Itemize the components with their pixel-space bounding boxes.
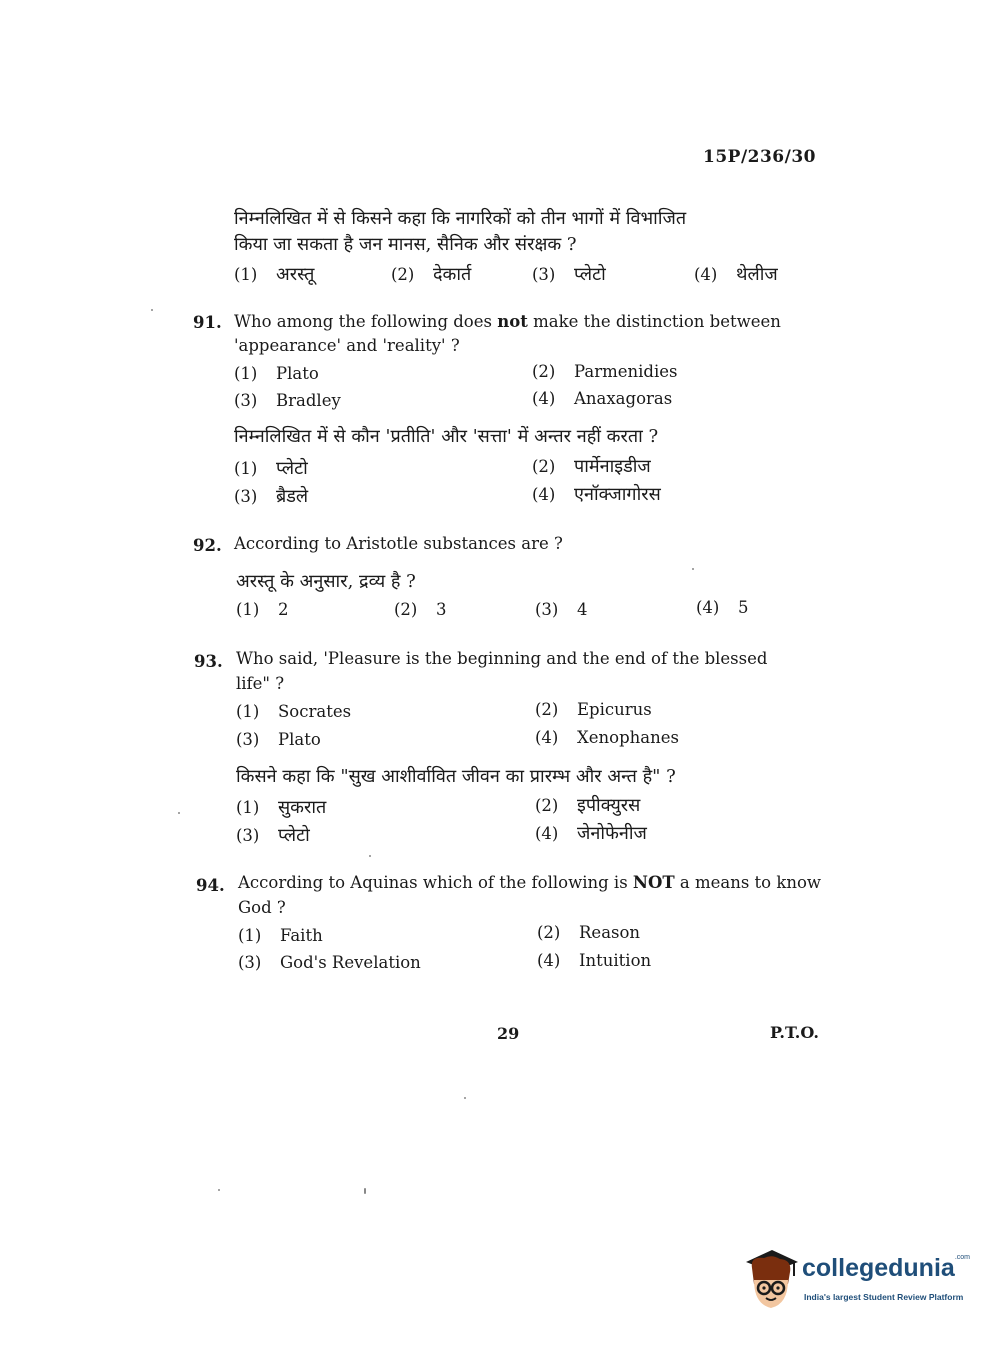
q93-question-line1: Who said, 'Pleasure is the beginning and the end of the blessed <box>236 649 768 668</box>
q94-option-2: (2) Reason <box>537 923 641 942</box>
scan-speck <box>218 1189 220 1191</box>
q92-question: According to Aristotle substances are ? <box>234 534 563 553</box>
scan-speck <box>464 1097 466 1099</box>
q92-option-3: (3) 4 <box>535 600 588 619</box>
paper-code: 15P/236/30 <box>703 147 817 167</box>
q92-question-hindi: अरस्तू के अनुसार, द्रव्य है ? <box>236 571 416 592</box>
pto-label: P.T.O. <box>770 1023 819 1042</box>
q93-option-2: (2) Epicurus <box>535 700 652 719</box>
q90-option-1: (1) अरस्तू <box>234 264 315 285</box>
q93-question-line2: life" ? <box>236 674 285 693</box>
q93-option-1: (1) Socrates <box>236 702 352 721</box>
collegedunia-wordmark: collegedunia$^{.com}$ <box>802 1254 970 1282</box>
q91-hindi-option-1: (1) प्लेटो <box>234 458 308 479</box>
q93-option-3: (3) Plato <box>236 730 321 749</box>
q94-number: 94. <box>196 876 225 895</box>
q94-option-1: (1) Faith <box>238 926 323 945</box>
q91-hindi-option-4: (4) एनॉक्जागोरस <box>532 484 661 505</box>
q92-option-2: (2) 3 <box>394 600 447 619</box>
scan-speck <box>151 309 153 311</box>
q93-hindi-option-4: (4) जेनोफेनीज <box>535 823 647 844</box>
q93-question-hindi: किसने कहा कि "सुख आशीर्वावित जीवन का प्रारम्भ और अन्त है" ? <box>236 766 676 787</box>
q91-question-line2: 'appearance' and 'reality' ? <box>234 336 460 355</box>
q93-hindi-option-1: (1) सुकरात <box>236 797 327 818</box>
q90-option-2: (2) देकार्त <box>391 264 472 285</box>
q91-question-line1: Who among the following does not make the distinction between <box>234 312 781 331</box>
q93-option-4: (4) Xenophanes <box>535 728 679 747</box>
q92-option-4: (4) 5 <box>696 598 749 617</box>
scan-speck <box>364 1188 366 1194</box>
q90-option-3: (3) प्लेटो <box>532 264 606 285</box>
page-number: 29 <box>497 1024 520 1043</box>
q93-number: 93. <box>194 652 223 671</box>
q91-option-2: (2) Parmenidies <box>532 362 678 381</box>
scan-speck <box>692 568 694 570</box>
q94-question-line2: God ? <box>238 898 286 917</box>
q92-option-1: (1) 2 <box>236 600 289 619</box>
q91-option-4: (4) Anaxagoras <box>532 389 673 408</box>
scan-speck <box>369 855 371 857</box>
q91-question-hindi: निम्नलिखित में से कौन 'प्रतीति' और 'सत्ता' में अन्तर नहीं करता ? <box>234 426 659 447</box>
scan-speck <box>178 812 180 814</box>
q94-question-line1: According to Aquinas which of the following is NOT a means to know <box>238 873 822 892</box>
q91-option-3: (3) Bradley <box>234 391 341 410</box>
q91-number: 91. <box>193 313 222 332</box>
collegedunia-logo <box>742 1246 972 1316</box>
mascot-icon <box>742 1246 800 1312</box>
q91-hindi-option-3: (3) ब्रैडले <box>234 486 309 507</box>
q94-option-3: (3) God's Revelation <box>238 953 421 972</box>
q91-option-1: (1) Plato <box>234 364 319 383</box>
q92-number: 92. <box>193 536 222 555</box>
collegedunia-tagline: India's largest Student Review Platform <box>804 1292 964 1302</box>
q93-hindi-option-3: (3) प्लेटो <box>236 825 310 846</box>
q90-option-4: (4) थेलीज <box>694 264 778 285</box>
q94-option-4: (4) Intuition <box>537 951 652 970</box>
q93-hindi-option-2: (2) इपीक्युरस <box>535 795 641 816</box>
q91-hindi-option-2: (2) पार्मेनाइडीज <box>532 456 651 477</box>
q90-hindi-line2: किया जा सकता है जन मानस, सैनिक और संरक्षक ? <box>234 234 577 255</box>
q90-hindi-line1: निम्नलिखित में से किसने कहा कि नागरिकों को तीन भागों में विभाजित <box>234 208 687 229</box>
